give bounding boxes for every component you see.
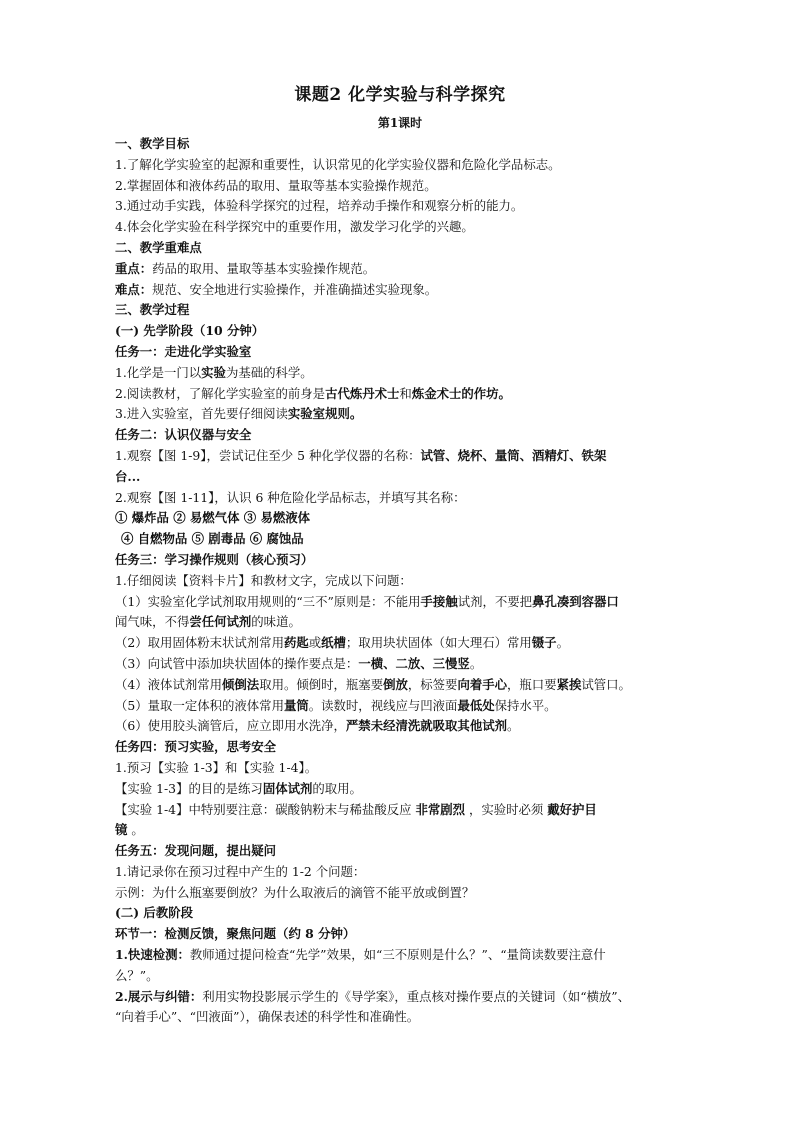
answer: 纸槽: [321, 635, 346, 651]
answer: 严禁未经清洗就吸取其他试剂: [345, 718, 507, 734]
text: 为基础的科学。: [225, 364, 313, 380]
text: 取用。倾倒时，瓶塞要: [259, 676, 384, 692]
task-item-continued: 台...: [115, 468, 141, 484]
answer: 向着手心: [457, 676, 507, 692]
task-item: 1.请记录你在预习过程中产生的 1-2 个问题：: [115, 863, 366, 879]
text: 试管口。: [581, 676, 631, 692]
text: 试剂，不要把: [457, 593, 533, 609]
task-item: 2.观察【图 1-11】，认识 6 种危险化学品标志，并填写其名称：: [115, 489, 466, 505]
task-item: [115, 779, 685, 800]
text: （5）量取一定体积的液体常用: [115, 697, 284, 713]
step-heading: 环节一：检测反馈，聚焦问题（约 8 分钟）: [115, 926, 356, 942]
question-item: [115, 592, 685, 634]
task-item: 示例：为什么瓶塞要倒放？为什么取液后的滴管不能平放或倒置？: [115, 884, 475, 900]
key-text: 药品的取用、量取等基本实验操作规范。: [152, 260, 376, 276]
step-item: [115, 987, 685, 1008]
page-title: 课题2 化学实验与科学探究: [294, 85, 506, 105]
task-heading: 任务二：认识仪器与安全: [115, 427, 252, 443]
text: （6）使用胶头滴管后，应立即用水洗净，: [115, 718, 346, 734]
answer: 固体试剂: [262, 780, 313, 796]
text: ；取用块状固体（如大理石）常用: [345, 635, 532, 651]
text: 。: [349, 406, 363, 422]
goal-item: 2.掌握固体和液体药品的取用、量取等基本实验操作规范。: [115, 177, 437, 193]
text: 的作坊。: [461, 385, 511, 401]
task-heading: 任务一：走进化学实验室: [115, 343, 252, 359]
section-heading: 二、教学重难点: [115, 239, 202, 255]
text: 1.化学是一门以: [115, 364, 202, 380]
text: ，标签要: [407, 676, 458, 692]
text: 教师通过提问检查“先学”效果，如“三不原则是什么？”、“量筒读数要注意什: [189, 947, 606, 963]
hazard-symbol-list: ④ 自燃物品 ⑤ 剧毒品 ⑥ 腐蚀品: [121, 531, 304, 547]
answer: 倒放: [383, 676, 408, 692]
answer: 量筒: [283, 697, 309, 713]
text: 的取用。: [312, 780, 362, 796]
answer: 最低处: [457, 697, 495, 713]
section-heading: 三、教学过程: [115, 302, 190, 318]
text: 。读数时，视线应与凹液面: [308, 697, 458, 713]
answer: 鼻孔凑到容器口: [532, 593, 619, 609]
answer: 紧挨: [556, 676, 582, 692]
task-item-continued: [115, 820, 685, 841]
difficult-label: 难点：: [115, 281, 153, 297]
answer: 非常剧烈: [415, 801, 465, 817]
text: 利用实物投影展示学生的《导学案》，重点核对操作要点的关键词（如“横放”、: [202, 988, 631, 1004]
answer: 药匙: [283, 635, 309, 651]
document-page: [115, 82, 685, 1028]
text: 1.观察【图 1-9】，尝试记住至少 5 种化学仪器的名称：: [115, 447, 421, 463]
stage-heading: (一) 先学阶段（10 分钟）: [115, 323, 265, 339]
key-point: [115, 259, 685, 280]
question-item: [115, 696, 685, 717]
question-item: [115, 633, 685, 654]
difficult-point: [115, 280, 685, 301]
step-item: [115, 945, 685, 966]
text: 【实验 1-3】的目的是练习: [115, 780, 263, 796]
hazard-symbol-list: ① 爆炸品 ② 易燃气体 ③ 易燃液体: [115, 510, 311, 526]
text: 的味道。: [251, 614, 301, 630]
text: 保持水平。: [494, 697, 557, 713]
section-heading: 一、教学目标: [115, 136, 190, 151]
answer: 倾倒法: [222, 676, 260, 692]
goal-item: 3.通过动手实践，体验科学探究的过程，培养动手操作和观察分析的能力。: [115, 198, 524, 214]
answer: 实验: [201, 364, 226, 380]
step-item-continued: “向着手心”、“凹液面”），确保表述的科学性和准确性。: [115, 1009, 420, 1025]
text: 。: [507, 718, 520, 734]
task-item: [115, 384, 685, 405]
difficult-text: 规范、安全地进行实验操作，并准确描述实验现象。: [152, 281, 438, 297]
text: （2）取用固体粉末状试剂常用: [115, 635, 284, 651]
answer: 一横、二放、三慢竖: [358, 655, 470, 671]
text: 2.阅读教材，了解化学实验室的前身是: [115, 385, 326, 401]
stage-heading: (二) 后教阶段: [115, 905, 193, 921]
task-heading: 任务五：发现问题，提出疑问: [115, 843, 277, 859]
question-item: [115, 654, 685, 675]
text: 。: [556, 635, 569, 651]
step-label: 1.快速检测：: [115, 947, 190, 963]
text: （1）实验室化学试剂取用规则的“三不”原则是：不能用: [115, 593, 421, 609]
answer: 尝任何试剂: [189, 614, 252, 630]
task-item: [115, 446, 685, 467]
answer: 实验室规则: [287, 406, 350, 422]
task-item: [115, 363, 685, 384]
text: 。: [469, 655, 483, 671]
text: 3.进入实验室，首先要仔细阅读: [115, 406, 288, 422]
answer: 炼金术士: [411, 385, 462, 401]
text: 【实验 1-4】中特别要注意：碳酸钠粉末与稀盐酸反应: [115, 801, 416, 817]
task-item: [115, 404, 685, 425]
question-item: [115, 675, 685, 696]
answer: 镊子: [531, 635, 557, 651]
answer: 试管、烧杯、量筒、酒精灯、铁架: [420, 447, 607, 463]
goal-item: 1.了解化学实验室的起源和重要性，认识常见的化学实验仪器和危险化学品标志。: [115, 156, 561, 172]
answer: 手接触: [420, 593, 458, 609]
text: ，瓶口要: [507, 676, 557, 692]
text: 。: [127, 822, 144, 838]
task-item: 1.预习【实验 1-3】和【实验 1-4】。: [115, 759, 318, 775]
answer: 镜: [115, 822, 128, 838]
task-heading: 任务四：预习实验，思考安全: [115, 739, 277, 755]
text: （4）液体试剂常用: [115, 676, 223, 692]
key-label: 重点：: [115, 260, 153, 276]
task-item: [115, 800, 685, 821]
text: （3）向试管中添加块状固体的操作要点是：: [115, 655, 359, 671]
lesson-period: 第1课时: [377, 116, 423, 130]
text: ，实验时必须: [465, 801, 548, 817]
step-label: 2.展示与纠错：: [115, 988, 203, 1004]
answer: 戴好护目: [547, 801, 597, 817]
question-item: [115, 716, 685, 737]
goal-item: 4.体会化学实验在科学探究中的重要作用，激发学习化学的兴趣。: [115, 219, 474, 235]
task-heading: 任务三：学习操作规则（核心预习）: [115, 551, 314, 567]
task-item: 1.仔细阅读【资料卡片】和教材文字，完成以下问题：: [115, 572, 412, 588]
answer: 古代炼丹术士: [325, 385, 400, 401]
text: 和: [399, 385, 412, 401]
step-item-continued: 么？”。: [115, 967, 159, 983]
text: 或: [308, 635, 322, 651]
text: 闻气味，不得: [115, 614, 190, 630]
